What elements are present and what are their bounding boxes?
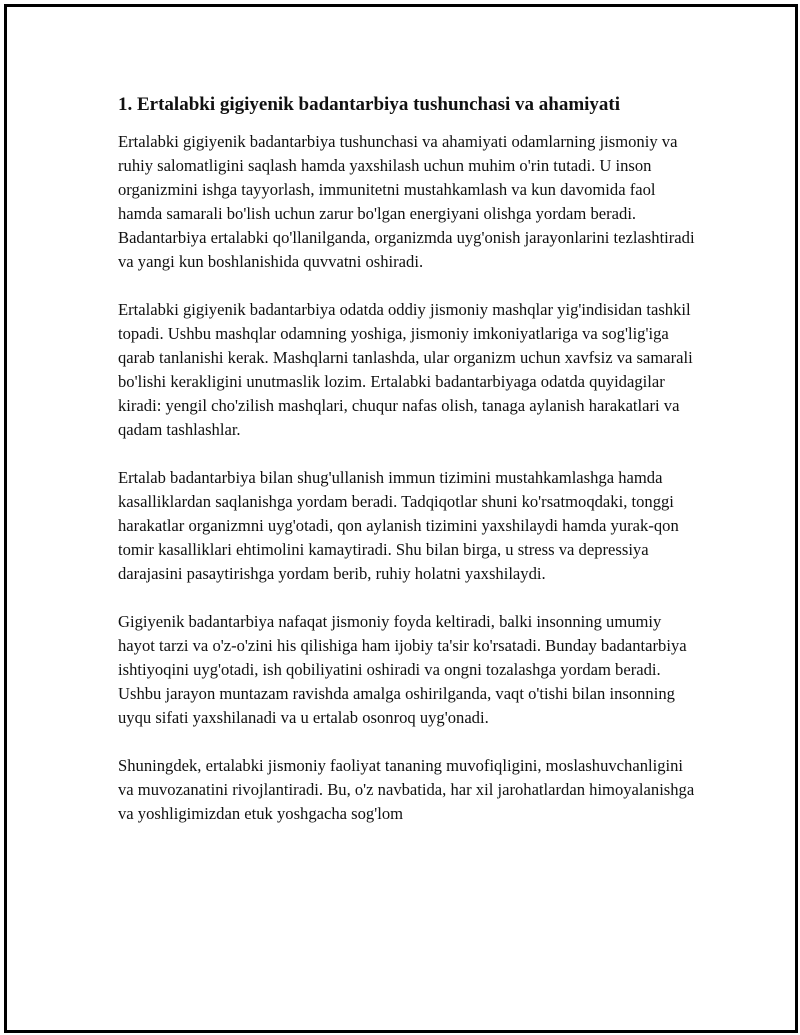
document-body	[118, 92, 698, 850]
paragraph-1: Ertalabki gigiyenik badantarbiya tushunchasi va ahamiyati odamlarning jismoniy va ruhiy salomatligini saqlash hamda yaxshilash uchun muhim o'rin tutadi. U inson organizmini ishga tayyorlash, immunitetni mustahkamlash va kun davomida faol hamda samarali bo'lish uchun zarur bo'lgan energiyani olishga yordam beradi. Badantarbiya ertalabki qo'llanilganda, organizmda uyg'onish jarayonlarini tezlashtiradi va yangi kun boshlanishida quvvatni oshiradi.	[118, 132, 695, 271]
paragraph-5: Shuningdek, ertalabki jismoniy faoliyat tananing muvofiqligini, moslashuvchanligini va muvozanatini rivojlantiradi. Bu, o'z navbatida, har xil jarohatlardan himoyalanishga va yoshligimizdan etuk yoshgacha sog'lom	[118, 756, 695, 823]
paragraph-3: Ertalab badantarbiya bilan shug'ullanish immun tizimini mustahkamlashga hamda kasalliklardan saqlanishga yordam beradi. Tadqiqotlar shuni ko'rsatmoqdaki, tonggi harakatlar organizmni uyg'otadi, qon aylanish tizimini yaxshilaydi hamda yurak-qon tomir kasalliklari ehtimolini kamaytiradi. Shu bilan birga, u stress va depressiya darajasini pasaytirishga yordam berib, ruhiy holatni yaxshilaydi.	[118, 468, 679, 583]
paragraph-2: Ertalabki gigiyenik badantarbiya odatda oddiy jismoniy mashqlar yig'indisidan tashkil topadi. Ushbu mashqlar odamning yoshiga, jismoniy imkoniyatlariga va sog'lig'iga qarab tanlanishi kerak. Mashqlarni tanlashda, ular organizm uchun xavfsiz va samarali bo'lishi kerakligini unutmaslik lozim. Ertalabki badantarbiyaga odatda quyidagilar kiradi: yengil cho'zilish mashqlari, chuqur nafas olish, tanaga aylanish harakatlari va qadam tashlashlar.	[118, 300, 693, 439]
paragraph-4: Gigiyenik badantarbiya nafaqat jismoniy foyda keltiradi, balki insonning umumiy hayot tarzi va o'z-o'zini his qilishiga ham ijobiy ta'sir ko'rsatadi. Bunday badantarbiya ishtiyoqini uyg'otadi, ish qobiliyatini oshiradi va ongni tozalashga yordam beradi. Ushbu jarayon muntazam ravishda amalga oshirilganda, vaqt o'tishi bilan insonning uyqu sifati yaxshilanadi va u ertalab osonroq uyg'onadi.	[118, 612, 687, 727]
section-heading: 1. Ertalabki gigiyenik badantarbiya tushunchasi va ahamiyati	[118, 94, 621, 115]
